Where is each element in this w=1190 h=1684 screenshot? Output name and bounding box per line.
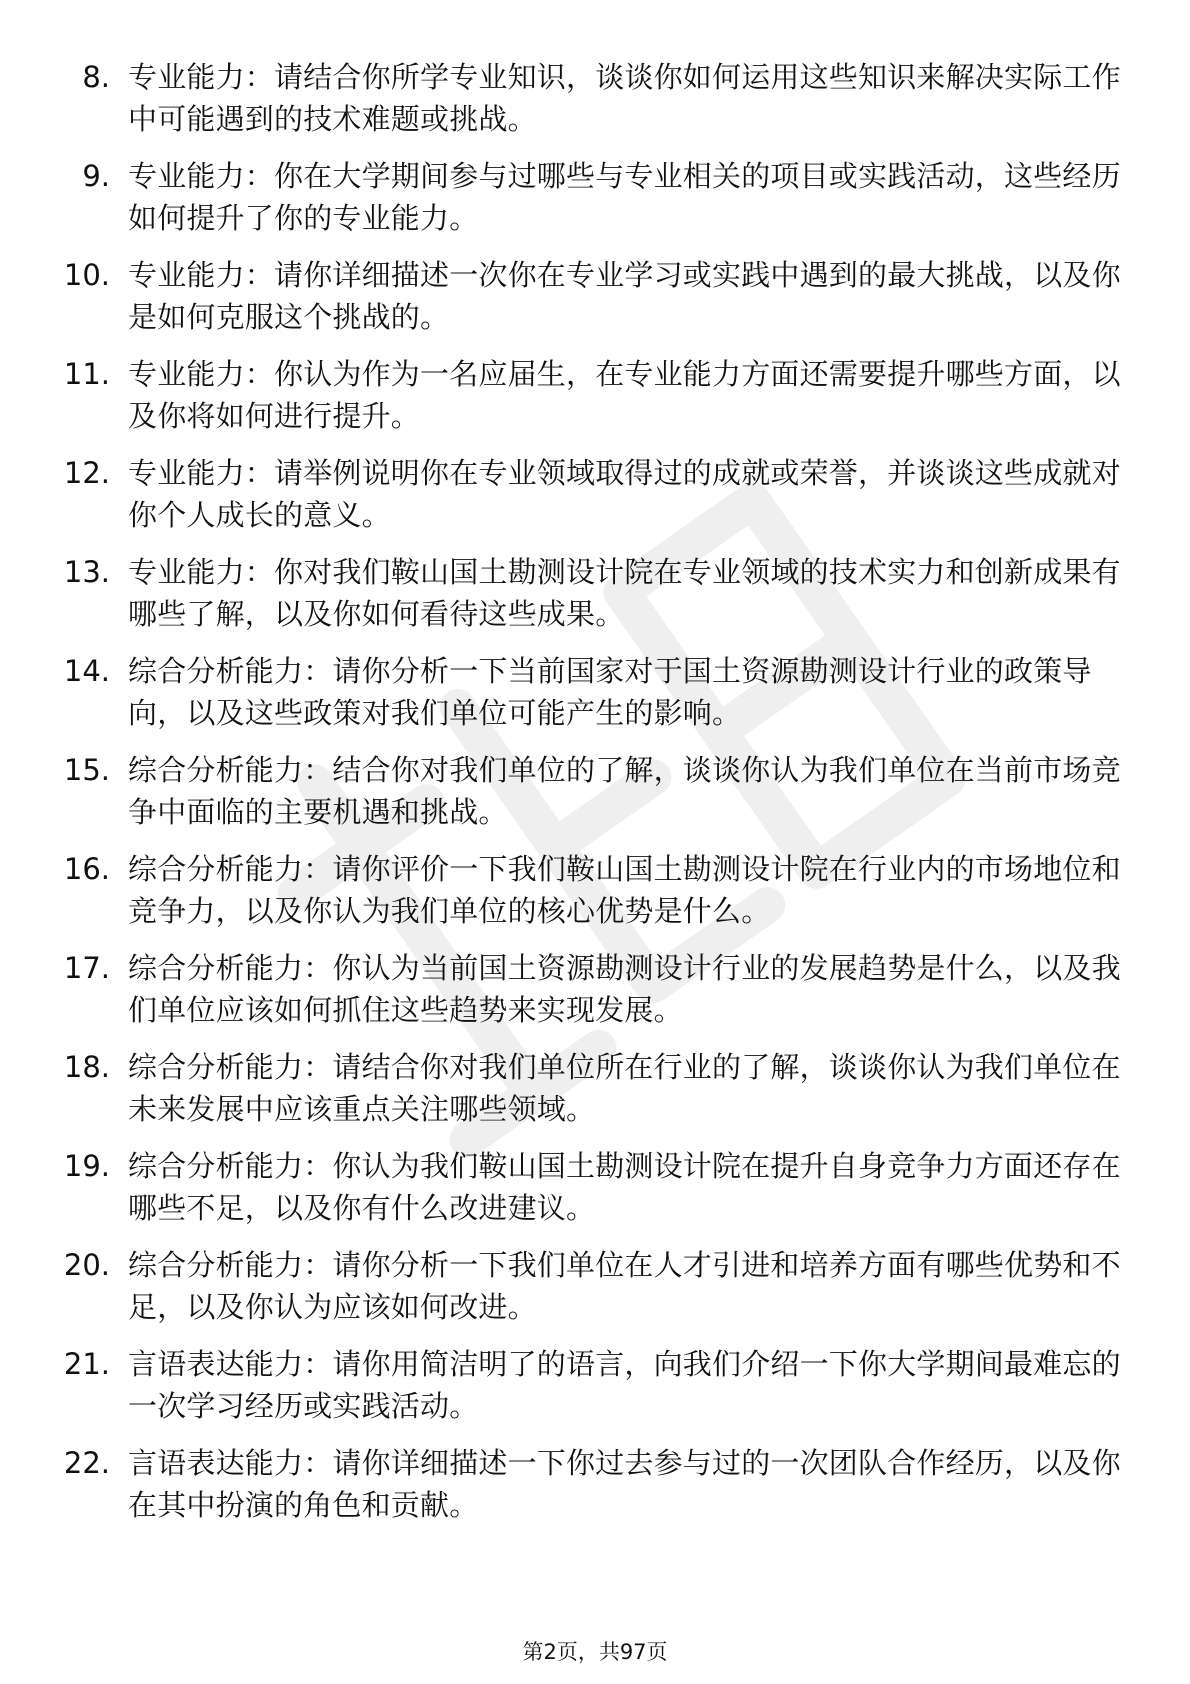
question-text: 言语表达能力：请你详细描述一下你过去参与过的一次团队合作经历，以及你在其中扮演的角色和贡献。 xyxy=(128,1446,1121,1522)
question-text: 专业能力：你认为作为一名应届生，在专业能力方面还需要提升哪些方面，以及你将如何进行提升。 xyxy=(128,357,1121,433)
question-text: 综合分析能力：你认为当前国土资源勘测设计行业的发展趋势是什么，以及我们单位应该如何抓住这些趋势来实现发展。 xyxy=(128,951,1121,1027)
question-item xyxy=(0,1331,1190,1430)
question-text: 专业能力：你对我们鞍山国土勘测设计院在专业领域的技术实力和创新成果有哪些了解，以及你如何看待这些成果。 xyxy=(128,555,1121,631)
question-number: 20. xyxy=(63,1248,110,1282)
question-item xyxy=(0,1232,1190,1331)
question-text: 综合分析能力：请你分析一下我们单位在人才引进和培养方面有哪些优势和不足，以及你认为应该如何改进。 xyxy=(128,1248,1121,1324)
question-number: 14. xyxy=(63,654,110,688)
question-number: 21. xyxy=(63,1347,110,1381)
question-number: 18. xyxy=(63,1050,110,1084)
page-footer: 第2页，共97页 xyxy=(522,1640,668,1664)
question-text: 综合分析能力：结合你对我们单位的了解，谈谈你认为我们单位在当前市场竞争中面临的主要机遇和挑战。 xyxy=(128,753,1121,829)
question-text: 综合分析能力：请你分析一下当前国家对于国土资源勘测设计行业的政策导向，以及这些政策对我们单位可能产生的影响。 xyxy=(128,654,1092,730)
question-text: 专业能力：请举例说明你在专业领域取得过的成就或荣誉，并谈谈这些成就对你个人成长的意义。 xyxy=(128,456,1121,532)
question-item xyxy=(0,341,1190,440)
question-item xyxy=(0,440,1190,539)
question-item xyxy=(0,836,1190,935)
question-number: 13. xyxy=(63,555,110,589)
question-item xyxy=(0,539,1190,638)
question-number: 15. xyxy=(63,753,110,787)
question-item xyxy=(0,1133,1190,1232)
question-number: 22. xyxy=(63,1446,110,1480)
question-text: 专业能力：请你详细描述一次你在专业学习或实践中遇到的最大挑战，以及你是如何克服这个挑战的。 xyxy=(128,258,1121,334)
question-text: 综合分析能力：你认为我们鞍山国土勘测设计院在提升自身竞争力方面还存在哪些不足，以及你有什么改进建议。 xyxy=(128,1149,1121,1225)
question-item xyxy=(0,44,1190,143)
question-number: 16. xyxy=(63,852,110,886)
question-text: 专业能力：请结合你所学专业知识，谈谈你如何运用这些知识来解决实际工作中可能遇到的技术难题或挑战。 xyxy=(128,60,1121,136)
question-text: 综合分析能力：请你评价一下我们鞍山国土勘测设计院在行业内的市场地位和竞争力，以及你认为我们单位的核心优势是什么。 xyxy=(128,852,1121,928)
question-number: 12. xyxy=(63,456,110,490)
question-item xyxy=(0,1430,1190,1529)
question-number: 9. xyxy=(82,159,110,193)
question-text: 言语表达能力：请你用简洁明了的语言，向我们介绍一下你大学期间最难忘的一次学习经历或实践活动。 xyxy=(128,1347,1121,1423)
question-text: 综合分析能力：请结合你对我们单位所在行业的了解，谈谈你认为我们单位在未来发展中应该重点关注哪些领域。 xyxy=(128,1050,1121,1126)
question-number: 17. xyxy=(63,951,110,985)
question-number: 8. xyxy=(82,60,110,94)
question-number: 10. xyxy=(63,258,110,292)
question-item xyxy=(0,638,1190,737)
question-list xyxy=(0,44,1190,1529)
question-text: 专业能力：你在大学期间参与过哪些与专业相关的项目或实践活动，这些经历如何提升了你的专业能力。 xyxy=(128,159,1121,235)
question-number: 19. xyxy=(63,1149,110,1183)
question-item xyxy=(0,143,1190,242)
question-item xyxy=(0,935,1190,1034)
question-item xyxy=(0,242,1190,341)
question-item xyxy=(0,1034,1190,1133)
question-item xyxy=(0,737,1190,836)
question-number: 11. xyxy=(63,357,110,391)
